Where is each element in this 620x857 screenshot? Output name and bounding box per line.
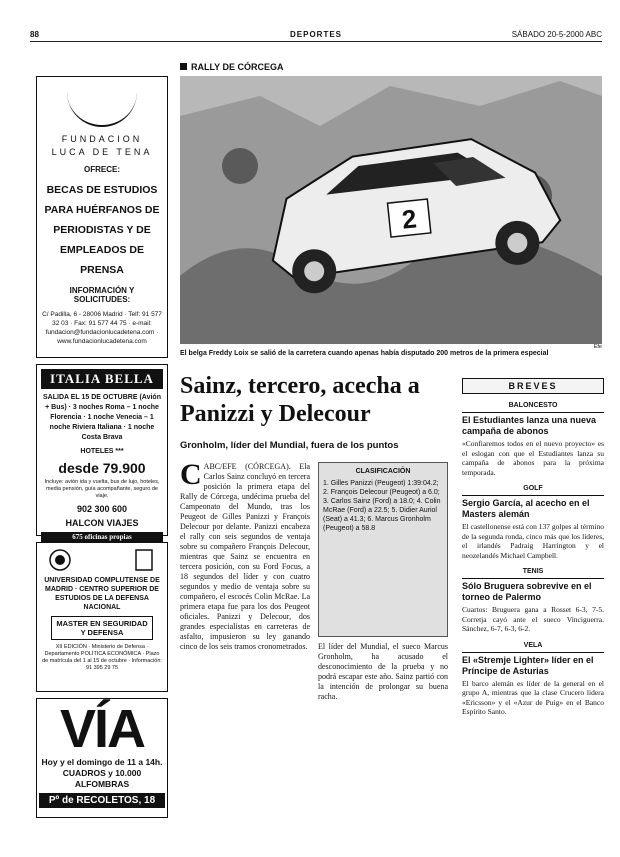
article-body-1: ABC/EFE (CÓRCEGA). Ela Carlos Sainz concluyó en tercera posición la primera etapa del Rally de Córcega, undécima prueba del Campeonato del Mundo, tras los Peugeot de Gilles Panizzi y François Delecour por delante. Panizzi encabeza el rally con seis segundos de ventaja sobre su compañero François Delecour, mientras que Sainz se encuentra en tercera posición, con su Ford Focus, a 18 segundos del líder y con cuatro segundos y medio de ventaja sobre su compañero, el escocés Colin McRae. La primera etapa fue para los dos Peugeot oficiales. Panizzi y Delecour, dos grandes especialistas en carreteras de asfalto, impusieron su ley ganando cinco de los seis tramos cronometrados. [180,462,310,651]
brief-text-3: Cuartos: Bruguera gana a Rosset 6-3, 7-5. Corretja cayó ante el sueco Vinciguerra. Sánchez, 6-7, 6-3, 6-2. [462,605,604,633]
brief-text-2: El castellonense está con 137 golpes al término de la segunda ronda, cinco más que los líderes, el irlandés Padraig Harrington y el neozelandés Michael Campbell. [462,522,604,560]
halcon-logo: HALCON VIAJES [65,518,139,528]
italia-bella-ad[interactable] [36,364,168,541]
rally-car-image [180,76,602,344]
article-column-1 [180,458,310,652]
italia-footer: 675 oficinas propias [41,532,163,542]
brief-sport-4: VELA [523,641,543,649]
brief-title-4: El «Stremje Lighter» líder en el Príncipe de Asturias [462,652,604,677]
fundacion-ad[interactable] [36,76,168,358]
via-logo: VÍA [59,699,145,759]
italia-fine-print: Incluye: avión ida y vuelta, bus de lujo, hoteles, media pensión, guía acompañante, seguro de viaje. [44,479,160,499]
italia-title: ITALIA BELLA [41,369,163,389]
breves-title: BREVES [462,378,604,394]
car-number-plate: 2 [400,203,419,235]
section-title: DEPORTES [290,30,343,39]
classification-title: CLASIFICACIÓN [355,468,411,475]
square-bullet-icon [180,63,187,70]
fundacion-info: INFORMACIÓN Y SOLICITUDES: [69,286,135,304]
italia-price: desde 79.900 [58,460,146,476]
classification-box [318,462,448,637]
page-number: 88 [30,30,39,39]
ucm-info: XII EDICIÓN · Ministerio de Defensa · Departamento POLÍTICA ECONÓMICA · Plazo de matrícula del 1 al 15 de octubre · Información: 91 395 29 75 [42,644,162,671]
brief-sport-3: TENIS [522,568,544,575]
fundacion-headline: BECAS DE ESTUDIOS PARA HUÉRFANOS DE PERIODISTAS Y DE EMPLEADOS DE PRENSA [44,184,160,276]
ads-column [36,76,168,856]
brief-title-3: Sólo Bruguera sobrevive en el torneo de Palermo [462,578,604,603]
fundacion-name-1: FUNDACION [61,134,143,144]
italia-hotel: HOTELES *** [80,448,124,455]
fundacion-name-2: LUCA DE TENA [51,147,153,157]
issue-date: SÁBADO 20-5-2000 ABC [511,30,602,39]
via-address: Pº de RECOLETOS, 18 [39,793,165,808]
article-column-2 [318,642,448,702]
brief-text-1: «Confiaremos todos en el nuevo proyecto» es el eslogan con que el Estudiantes lanza su campaña de abonos para la próxima temporada. [462,439,604,477]
brief-sport-1: BALONCESTO [508,402,558,409]
ucm-master: MASTER EN SEGURIDAD Y DEFENSA [51,616,153,640]
article-subhead: Gronholm, líder del Mundial, fuera de los puntos [180,440,399,451]
rally-photo [180,76,602,344]
ucm-title: UNIVERSIDAD COMPLUTENSE DE MADRID · CENTRO SUPERIOR DE ESTUDIOS DE LA DEFENSA NACIONAL [44,577,160,611]
brief-title-1: El Estudiantes lanza una nueva campaña de abonos [462,412,604,437]
brief-title-2: Sergio García, al acecho en el Masters alemán [462,495,604,520]
ucm-crests-icon [42,549,162,571]
dropcap: C [180,458,202,491]
italia-phone: 902 300 600 [76,504,128,514]
brief-text-4: El barco alemán es líder de la general en el grupo A, mientras que la clase Crucero lidera «Ericsson» y el «Azur de Puig» en el Banco Espírito Santo. [462,678,604,716]
article-headline: Sainz, tercero, acecha a Panizzi y Delecour [180,373,420,427]
section-kicker: RALLY DE CÓRCEGA [180,62,284,72]
brief-sport-2: GOLF [523,485,543,492]
article-body-2: El líder del Mundial, el sueco Marcus Gronholm, ha acusado el desconocimiento de la prueba y no podrá escapar este año. Sainz partió con la intención de prolongar su buena racha. [318,642,448,701]
italia-text: SALIDA EL 15 DE OCTUBRE (Avión + Bus) · 3 noches Roma – 1 noche Florencia · 1 noche Venecia – 1 noche Riviera Italiana · 1 noche Costa Brava [43,394,161,441]
photo-caption [180,344,602,357]
caption-text: El belga Freddy Loix se salió de la carretera cuando apenas había disputado 200 metros de la primera especial [180,350,549,357]
fundacion-address: C/ Padilla, 6 - 28006 Madrid · Telf: 91 577 32 03 · Fax: 91 577 44 75 · e-mail: fundacion@fundacionlucadetena.com · www.fundacionlucadetena.com [42,311,162,345]
ucm-ad[interactable] [36,542,168,692]
page-header [30,30,602,42]
via-text: Hoy y el domingo de 11 a 14h. CUADROS y 10.000 ALFOMBRAS [41,757,163,789]
via-ad[interactable] [36,698,168,818]
photo-credit: Efe [593,344,602,350]
fundacion-offer: OFRECE: [84,165,120,174]
fundacion-logo [67,91,137,127]
breves-column [462,378,604,717]
classification-text: 1. Gilles Panizzi (Peugeot) 1:39:04.2; 2. François Delecour (Peugeot) a 6.0; 3. Carlos Sainz (Ford) a 18.0; 4. Colin McRae (Ford) a 22.5; 5. Didier Auriol (Seat) a 41.3; 6. Marcus Gronholm (Peugeot) a 58.8 [323,480,441,532]
